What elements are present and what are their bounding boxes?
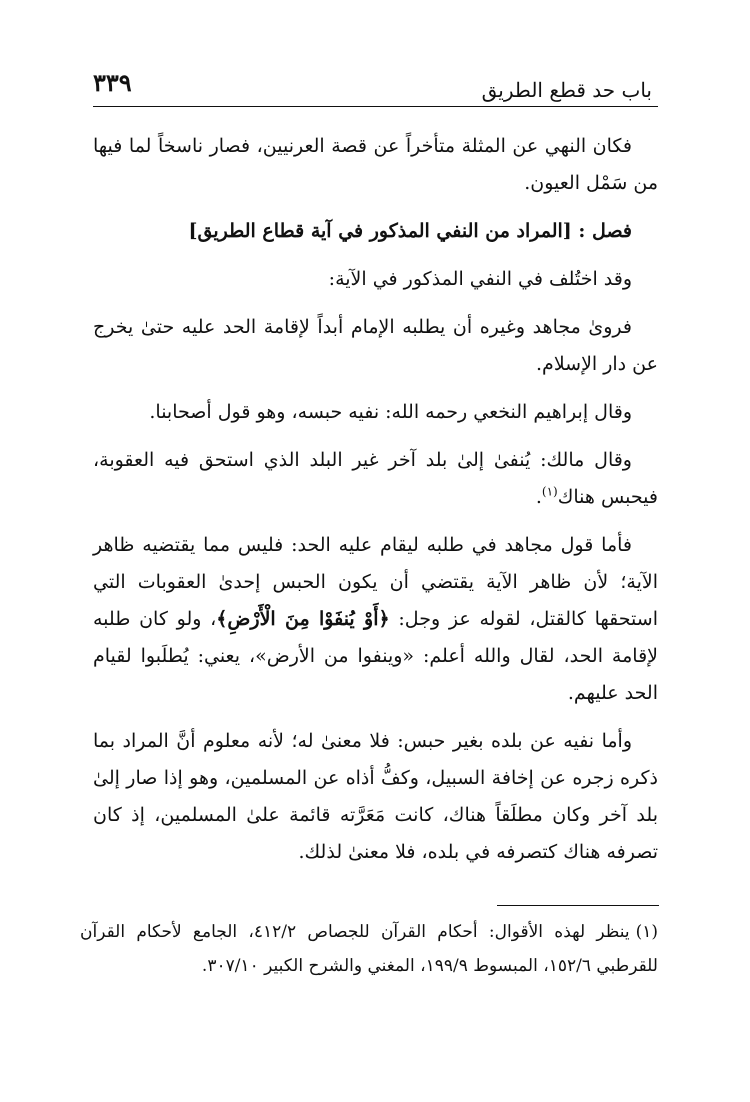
- paragraph-end: .: [535, 486, 542, 508]
- section-heading-prefix: فصل :: [578, 220, 632, 242]
- footnote-divider: [497, 905, 659, 906]
- running-title: باب حد قطع الطريق: [481, 78, 652, 102]
- paragraph: فروىٰ مجاهد وغيره أن يطلبه الإمام أبداً لإقامة الحد عليه حتىٰ يخرج عن دار الإسلام.: [93, 316, 658, 375]
- paragraph: وقال إبراهيم النخعي رحمه الله: نفيه حبسه، وهو قول أصحابنا.: [149, 401, 632, 423]
- main-text: [93, 128, 658, 882]
- paragraph-text: وقال مالك: يُنفىٰ إلىٰ بلد آخر غير البلد الذي استحق فيه العقوبة، فيحبس هناك: [93, 449, 658, 508]
- paragraph: وأما نفيه عن بلده بغير حبس: فلا معنىٰ له؛ لأنه معلوم أنَّ المراد بما ذكره زجره عن إخافة السبيل، وكفُّ أذاه عن المسلمين، وهو إذا صار إلىٰ بلد آخر وكان مطلَقاً هناك، كانت مَعَرَّته قائمة علىٰ المسلمين، إذ كان تصرفه هناك كتصرفه في بلده، فلا معنىٰ لذلك.: [93, 730, 658, 863]
- paragraph: [93, 442, 658, 516]
- page-header: [93, 62, 658, 107]
- paragraph: وقد اختُلف في النفي المذكور في الآية:: [328, 268, 632, 290]
- section-heading: [93, 213, 658, 250]
- page-number: ٣٣٩: [93, 68, 132, 97]
- footnote-text: ينظر لهذه الأقوال: أحكام القرآن للجصاص ٤١٢/٢، الجامع لأحكام القرآن للقرطبي ١٥٢/٦، المبسوط ١٩٩/٩، المغني والشرح الكبير ٣٠٧/١٠.: [80, 922, 658, 976]
- footnote-marker: (١): [635, 922, 659, 942]
- section-heading-title: [المراد من النفي المذكور في آية قطاع الطريق]: [188, 220, 572, 242]
- footnote-reference[interactable]: (١): [541, 484, 558, 499]
- footnote: [80, 915, 658, 983]
- paragraph-text: فأما قول مجاهد في طلبه ليقام عليه الحد: فليس مما يقتضيه ظاهر الآية؛ لأن ظاهر الآية يقتضي أن يكون الحبس إحدىٰ العقوبات التي استحقها كالقتل، لقوله عز وجل:: [93, 534, 658, 630]
- paragraph: [93, 527, 658, 712]
- paragraph: فكان النهي عن المثلة متأخراً عن قصة العرنيين، فصار ناسخاً لما فيها من سَمْل العيون.: [93, 135, 658, 194]
- quran-verse: ﴿أَوْ يُنفَوْا مِنَ الْأَرْضِ﴾: [216, 608, 390, 630]
- paragraph-text: ، ولو كان طلبه لإقامة الحد، لقال والله أعلم: «وينفوا من الأرض»، يعني: يُطلَبوا لقيام الحد عليهم.: [93, 608, 658, 704]
